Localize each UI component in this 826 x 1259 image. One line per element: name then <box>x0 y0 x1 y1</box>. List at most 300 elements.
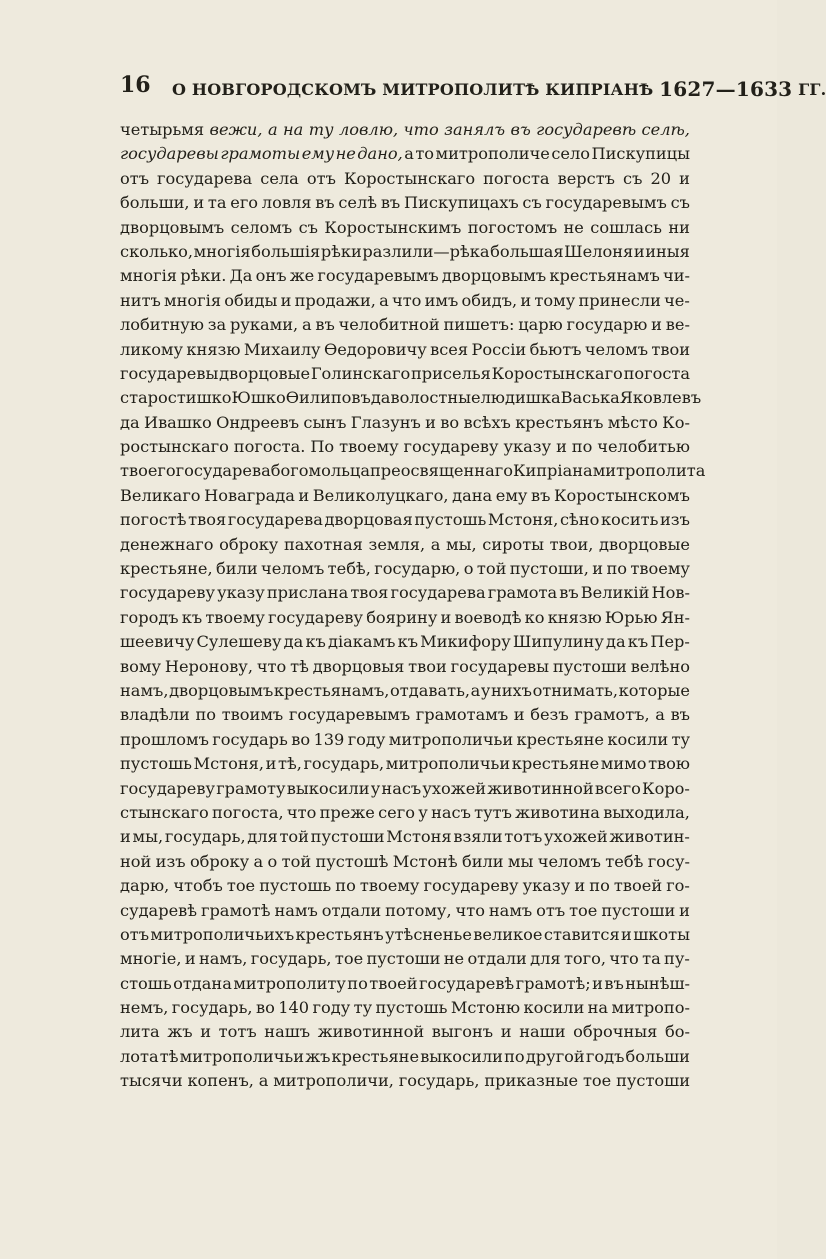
text-word: государевымъ <box>288 705 411 725</box>
text-word: боярину <box>366 607 438 627</box>
text-word: тое <box>226 876 256 896</box>
text-word: ликому <box>120 339 184 359</box>
text-word: для <box>247 827 278 847</box>
text-line <box>120 435 690 459</box>
text-word: твои, <box>549 534 594 554</box>
text-word: и <box>679 168 690 188</box>
text-word: отъ <box>306 168 336 188</box>
text-word: да <box>283 632 304 652</box>
text-word: ту <box>671 729 690 749</box>
text-word: государевы <box>120 144 219 164</box>
text-word: отъ <box>536 900 566 920</box>
text-word: Ивашко <box>143 412 212 432</box>
text-word: наши <box>519 1022 566 1042</box>
text-word: немъ, <box>120 998 169 1018</box>
text-word: рѣки <box>320 241 362 261</box>
text-word: по <box>589 876 610 896</box>
text-word: твоему <box>630 559 690 579</box>
text-word: мы, <box>446 534 477 554</box>
text-word: да <box>370 388 391 408</box>
text-word: а <box>253 851 264 871</box>
text-word: больши, <box>120 193 190 213</box>
text-line <box>120 1069 690 1093</box>
text-line <box>120 264 690 288</box>
text-word: Коро- <box>642 778 690 798</box>
text-word: ухожей <box>422 778 487 798</box>
text-word: въ <box>559 583 579 603</box>
text-word: насъ <box>431 802 471 822</box>
text-word: князю <box>186 339 241 359</box>
text-word: другой <box>525 1046 585 1066</box>
text-word: вому <box>120 656 161 676</box>
text-line <box>120 142 690 166</box>
text-word: пустоши <box>616 1071 690 1091</box>
text-word: государевымъ <box>317 266 439 286</box>
text-word: во <box>440 412 460 432</box>
text-word: дарю, <box>120 876 170 896</box>
text-word: съ <box>298 217 318 237</box>
text-word: больши <box>625 1046 690 1066</box>
text-line <box>120 411 690 435</box>
text-word: животинной <box>487 778 594 798</box>
text-word: въ <box>380 193 401 213</box>
text-word: ве- <box>665 315 690 335</box>
text-word: утѣсненье <box>385 924 472 944</box>
text-word: тое <box>569 900 598 920</box>
text-word: мы, <box>132 827 164 847</box>
text-word: Юшко <box>231 388 286 408</box>
text-word: лота <box>120 1046 159 1066</box>
text-word: чтобъ <box>173 876 223 896</box>
text-word: село <box>551 144 591 164</box>
text-word: отдавать, <box>390 680 471 700</box>
text-word: дворцовые <box>599 534 690 554</box>
text-word: погостѣ <box>120 510 187 530</box>
text-word: къ <box>397 632 419 652</box>
text-word: погоста <box>623 363 690 383</box>
text-word: той <box>476 559 507 579</box>
text-word: указу <box>503 437 552 457</box>
text-word: къ <box>181 607 203 627</box>
text-line <box>120 167 690 191</box>
text-word: взяли <box>453 827 503 847</box>
text-word: Мстоня <box>386 827 452 847</box>
text-word: онъ <box>255 266 287 286</box>
text-word: большая <box>490 241 564 261</box>
text-word: Юрью <box>604 607 658 627</box>
text-line <box>120 752 690 776</box>
text-word: По <box>310 437 335 457</box>
text-line <box>120 240 690 264</box>
text-word: тое <box>334 949 364 969</box>
text-word: митропо- <box>611 998 690 1018</box>
text-word: у <box>418 802 428 822</box>
text-word: жъ <box>167 1022 193 1042</box>
text-word: Ондреевъ <box>216 412 300 432</box>
text-word: на <box>587 998 609 1018</box>
text-line <box>120 484 690 508</box>
text-word: отдали <box>467 949 527 969</box>
text-word: государю <box>566 315 648 335</box>
text-line <box>120 825 690 849</box>
text-word: по <box>347 973 368 993</box>
text-word: и <box>679 900 690 920</box>
text-word: пустоши <box>310 827 385 847</box>
text-word: крестьянамъ <box>549 266 660 286</box>
text-word: ту <box>308 120 334 139</box>
text-word: выкосили <box>420 1046 503 1066</box>
text-word: преже <box>319 802 375 822</box>
text-word: а <box>655 705 665 725</box>
text-word: оброчныя <box>573 1022 658 1042</box>
text-word: а <box>404 144 414 164</box>
text-word: митрополиче <box>435 144 550 164</box>
text-word: отдана <box>173 973 232 993</box>
text-word: государева <box>227 510 323 530</box>
text-word: Михаилу <box>243 339 321 359</box>
text-word: митрополичьи <box>385 754 511 774</box>
text-word: и <box>513 705 525 725</box>
text-word: велѣно <box>630 656 690 676</box>
text-word: Мстоню <box>450 998 521 1018</box>
text-line <box>120 728 690 752</box>
text-word: животин- <box>609 827 690 847</box>
text-word: селомъ <box>230 217 293 237</box>
text-line <box>120 1045 690 1069</box>
text-word: городъ <box>120 607 179 627</box>
text-line <box>120 533 690 557</box>
text-word: тотъ <box>218 1022 257 1042</box>
text-line <box>120 655 690 679</box>
text-word: и <box>592 559 604 579</box>
text-word: Васька <box>560 388 620 408</box>
text-word: государевымъ <box>545 193 667 213</box>
text-word: преосвященнаго <box>370 461 513 481</box>
text-word: твоему <box>205 607 265 627</box>
text-word: крестьяне <box>511 754 600 774</box>
text-word: пустоши <box>366 949 441 969</box>
text-word: Нов- <box>651 583 690 603</box>
text-word: ту <box>353 998 373 1018</box>
text-word: верстъ <box>557 168 615 188</box>
text-word: не <box>335 144 356 164</box>
text-word: государевѣ <box>536 120 637 139</box>
text-word: Шелоня <box>564 241 634 261</box>
text-line <box>120 899 690 923</box>
text-word: а <box>301 315 312 335</box>
text-line <box>120 874 690 898</box>
text-word: что <box>403 120 439 139</box>
text-word: и <box>592 973 603 993</box>
text-line <box>120 947 690 971</box>
text-line <box>120 703 690 727</box>
text-word: иныя <box>645 241 690 261</box>
text-word: тебѣ, <box>327 559 371 579</box>
text-word: прислана <box>266 583 349 603</box>
text-word: челобитью <box>597 437 690 457</box>
text-word: принесли <box>578 290 661 310</box>
text-word: тутъ <box>474 802 512 822</box>
text-word: и <box>265 754 277 774</box>
text-word: Шипулину <box>512 632 604 652</box>
text-word: ловля <box>261 193 312 213</box>
text-word: для <box>530 949 561 969</box>
text-word: отъ <box>120 924 149 944</box>
text-word: та <box>642 949 661 969</box>
text-line <box>120 801 690 825</box>
text-word: Мстонѣ <box>392 851 458 871</box>
text-word: пустошь <box>259 876 332 896</box>
text-word: та <box>207 193 227 213</box>
text-word: разлили—рѣка <box>362 241 490 261</box>
text-word: государь, <box>171 998 253 1018</box>
text-word: руками, <box>229 315 299 335</box>
text-word: Коростынскимъ <box>324 217 462 237</box>
text-word: и <box>520 290 532 310</box>
text-word: 20 <box>650 168 672 188</box>
page-number: 16 <box>120 72 151 98</box>
text-word: о <box>267 851 278 871</box>
text-word: всѣхъ <box>463 412 511 432</box>
text-word: вежи, <box>209 120 263 139</box>
text-word: пустоши <box>601 900 676 920</box>
text-word: пу- <box>664 949 690 969</box>
text-word: дворцовые <box>219 363 311 383</box>
text-word: челомъ <box>584 339 649 359</box>
text-word: приселья <box>410 363 491 383</box>
text-word: пишетъ: <box>443 315 515 335</box>
text-word: Пискупицахъ <box>403 193 519 213</box>
text-word: къ <box>627 632 649 652</box>
text-word: многіе, <box>120 949 182 969</box>
text-word: всего <box>594 778 641 798</box>
text-word: сколько, <box>120 241 194 261</box>
text-line <box>120 362 690 386</box>
text-word: оброку <box>189 851 250 871</box>
text-word: ростынскаго <box>120 437 229 457</box>
text-word: той <box>279 827 309 847</box>
text-word: что <box>455 900 485 920</box>
text-word: Новаграда <box>204 485 295 505</box>
text-word: у <box>480 680 491 700</box>
text-word: сего <box>378 802 415 822</box>
text-word: не <box>563 217 584 237</box>
text-word: дворцовыя <box>312 656 405 676</box>
text-word: тѣ <box>290 656 309 676</box>
text-line <box>120 459 706 483</box>
text-word: Голинскаго <box>310 363 411 383</box>
text-word: государь <box>212 729 288 749</box>
text-word: нихъ <box>490 680 532 700</box>
text-word: села <box>260 168 299 188</box>
text-word: грамотамъ <box>415 705 509 725</box>
text-word: сошлась <box>590 217 662 237</box>
text-word: а <box>470 680 481 700</box>
text-word: и <box>633 241 645 261</box>
text-word: государь, <box>303 754 385 774</box>
text-word: погостомъ <box>467 217 558 237</box>
text-word: государь, <box>250 949 332 969</box>
text-word: твоего <box>120 461 176 481</box>
text-word: году <box>347 729 386 749</box>
text-word: выкосили <box>286 778 370 798</box>
page-header <box>120 70 826 106</box>
text-word: потому, <box>385 900 452 920</box>
text-word: грамоту <box>216 778 286 798</box>
text-word: въ <box>670 705 690 725</box>
text-word: твоимъ <box>221 705 284 725</box>
text-word: бьютъ <box>529 339 582 359</box>
text-word: стынскаго <box>120 802 209 822</box>
text-word: пустоши <box>552 656 627 676</box>
text-word: ко <box>524 607 545 627</box>
text-word: и <box>184 949 196 969</box>
text-word: ему <box>301 144 335 164</box>
text-line <box>120 216 690 240</box>
text-word: и <box>425 412 436 432</box>
text-word: по <box>606 559 628 579</box>
text-word: рѣки. <box>180 266 227 286</box>
text-line <box>120 923 690 947</box>
text-word: оброку <box>219 534 279 554</box>
text-word: государеву <box>423 876 519 896</box>
text-word: обидъ, <box>461 290 518 310</box>
text-word: твоей <box>613 876 663 896</box>
body-text <box>120 118 706 1094</box>
text-word: во <box>291 729 311 749</box>
text-word: и <box>574 876 586 896</box>
text-word: и <box>556 437 567 457</box>
text-word: большія <box>251 241 321 261</box>
text-word: митрополиту <box>233 973 346 993</box>
text-line <box>120 1020 690 1044</box>
text-word: твоя <box>188 510 227 530</box>
text-word: по <box>504 1046 525 1066</box>
text-word: той <box>281 851 312 871</box>
text-word: погоста <box>483 168 550 188</box>
running-head-title: О НОВГОРОДСКОМЪ МИТРОПОЛИТѢ КИПРІАНѢ <box>172 80 654 99</box>
text-word: съ <box>670 193 690 213</box>
text-word: Сулешеву <box>196 632 282 652</box>
text-word: не <box>443 949 465 969</box>
text-word: намъ, <box>120 680 169 700</box>
text-word: указу <box>522 876 571 896</box>
text-word: государеву <box>120 778 216 798</box>
text-word: дворцовымъ <box>169 680 274 700</box>
text-word: то <box>415 144 435 164</box>
text-word: шкоты <box>633 924 690 944</box>
text-word: по <box>195 705 217 725</box>
text-word: Коростынскаго <box>343 168 476 188</box>
text-word: сударевѣ <box>120 900 198 920</box>
text-word: государева <box>157 168 253 188</box>
text-word: копенъ, <box>187 1071 254 1091</box>
text-word: били <box>461 851 504 871</box>
text-word: и <box>200 1022 211 1042</box>
text-word: сѣно <box>559 510 600 530</box>
text-word: о <box>463 559 474 579</box>
text-word: обиды <box>224 290 278 310</box>
text-word: людишка <box>480 388 561 408</box>
text-word: Пискупицы <box>591 144 690 164</box>
text-word: во <box>255 998 275 1018</box>
text-word: ему <box>495 485 528 505</box>
text-word: государева <box>175 461 271 481</box>
text-word: Ѳилиповъ <box>285 388 371 408</box>
text-word: намъ, <box>198 949 248 969</box>
text-word: Глазунъ <box>350 412 421 432</box>
text-word: у <box>370 778 381 798</box>
text-word: тѣ, <box>277 754 302 774</box>
text-line <box>120 386 702 410</box>
text-word: Коростынскомъ <box>554 485 690 505</box>
text-word: прошломъ <box>120 729 209 749</box>
text-word: Кипріана <box>512 461 593 481</box>
text-word: государю, <box>374 559 461 579</box>
text-word: съ <box>623 168 643 188</box>
running-head <box>172 76 826 100</box>
text-word: царю <box>518 315 563 335</box>
text-word: въ <box>315 315 335 335</box>
text-word: государеву <box>403 437 499 457</box>
text-line <box>120 191 690 215</box>
text-word: мѣсто <box>607 412 658 432</box>
text-word: имъ <box>424 290 459 310</box>
text-word: изъ <box>155 851 186 871</box>
text-word: ни <box>668 217 690 237</box>
text-word: всея <box>430 339 469 359</box>
text-word: дворцовымъ <box>441 266 547 286</box>
text-word: а <box>267 120 278 139</box>
text-word: Великій <box>580 583 650 603</box>
text-word: въ <box>315 193 335 213</box>
text-word: государь, <box>398 1071 480 1091</box>
text-word: и <box>500 1022 512 1042</box>
text-word: Яковлевъ <box>619 388 702 408</box>
text-word: земля, <box>368 534 426 554</box>
text-word: указу <box>217 583 265 603</box>
text-word: отъ <box>120 168 149 188</box>
text-word: изъ <box>660 510 690 530</box>
text-word: отнимать, <box>532 680 618 700</box>
text-line <box>120 606 690 630</box>
text-word: митрополичьихъ <box>150 924 295 944</box>
text-word: косили <box>607 729 669 749</box>
text-word: къ <box>305 632 326 652</box>
text-line <box>120 313 690 337</box>
text-word: госу- <box>647 851 690 871</box>
text-word: что <box>392 290 422 310</box>
text-word: Мстоня, <box>193 754 265 774</box>
text-word: что <box>286 802 317 822</box>
text-word: 140 <box>278 998 310 1018</box>
text-word: занялъ <box>444 120 506 139</box>
text-word: грамотъ, <box>574 705 650 725</box>
text-word: насъ <box>381 778 422 798</box>
text-word: государевы <box>450 656 550 676</box>
text-word: государевы <box>120 363 219 383</box>
text-word: и <box>298 485 310 505</box>
text-word: дано, <box>357 144 403 164</box>
text-line <box>120 338 690 362</box>
text-word: по <box>571 437 593 457</box>
text-word: Да <box>229 266 253 286</box>
text-word: нитъ <box>120 290 161 310</box>
text-word: Великаго <box>120 485 201 505</box>
text-word: твоя <box>350 583 389 603</box>
text-word: тебѣ <box>605 851 644 871</box>
text-word: твоему <box>339 437 399 457</box>
